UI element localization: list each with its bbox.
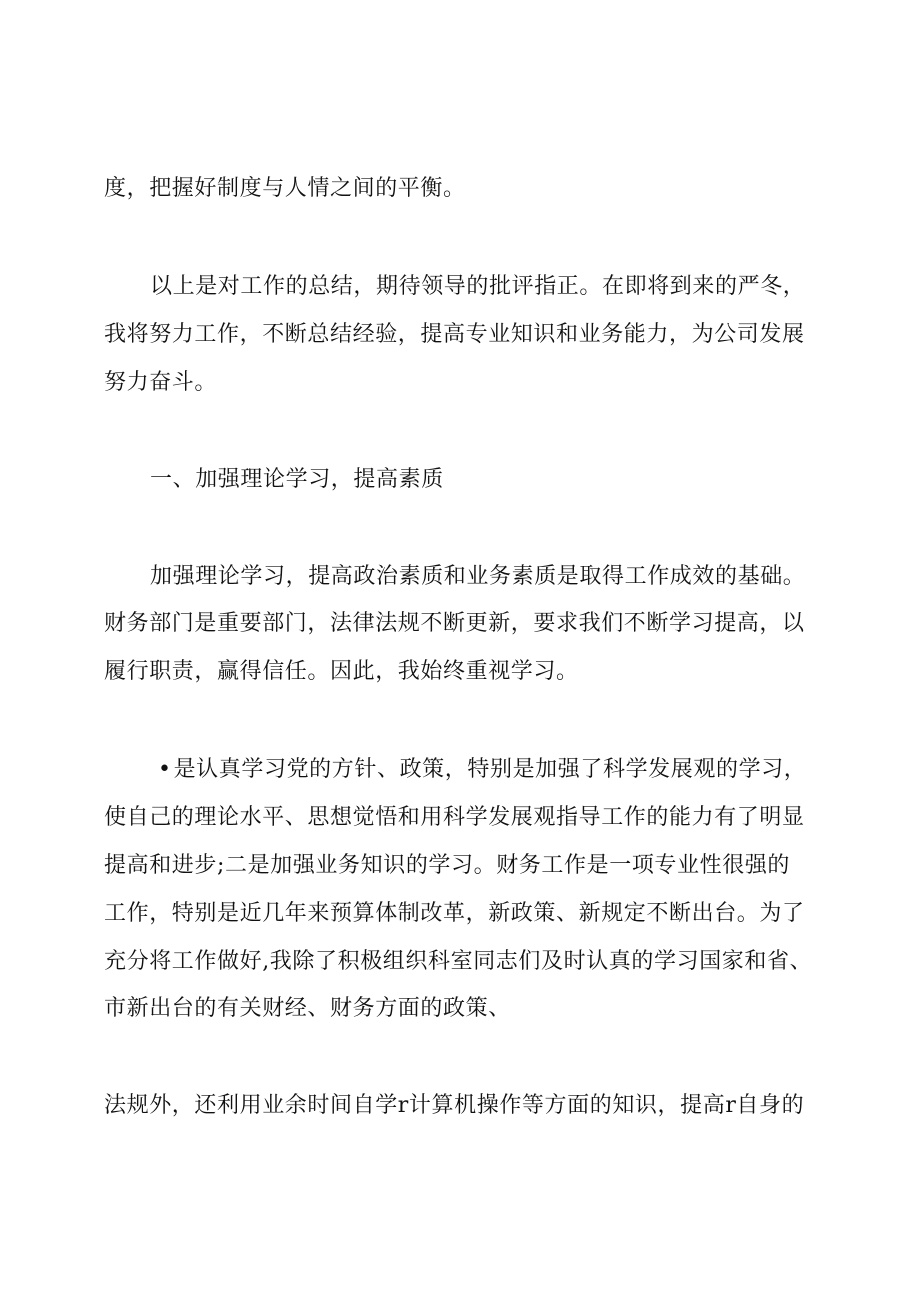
paragraph-bullet-line-2: 使自己的理论水平、思想觉悟和用科学发展观指导工作的能力有了明显 bbox=[104, 805, 805, 830]
section-heading: 一、加强理论学习，提高素质 bbox=[150, 467, 444, 492]
paragraph-summary-line-2: 我将努力工作，不断总结经验，提高专业知识和业务能力，为公司发展 bbox=[104, 322, 805, 347]
paragraph-theory-line-2: 财务部门是重要部门，法律法规不断更新，要求我们不断学习提高，以 bbox=[104, 611, 805, 636]
paragraph-theory-line-1: 加强理论学习，提高政治素质和业务素质是取得工作成效的基础。 bbox=[150, 564, 806, 589]
paragraph-bullet-line-4: 工作，特别是近几年来预算体制改革，新政策、新规定不断出台。为了 bbox=[104, 901, 805, 926]
paragraph-summary-line-1: 以上是对工作的总结，期待领导的批评指正。在即将到来的严冬， bbox=[150, 274, 806, 299]
paragraph-bullet-text-1: 是认真学习党的方针、政策，特别是加强了科学发展观的学习， bbox=[173, 757, 807, 782]
bullet-icon: • bbox=[158, 757, 172, 782]
paragraph-bullet-line-5: 充分将工作做好,我除了积极组织科室同志们及时认真的学习国家和省、 bbox=[104, 949, 813, 974]
paragraph-summary-line-3: 努力奋斗。 bbox=[104, 370, 218, 395]
paragraph-bullet-line-1 bbox=[158, 755, 806, 785]
paragraph-final-line-1: 法规外，还利用业余时间自学r计算机操作等方面的知识，提高r自身的 bbox=[104, 1093, 805, 1118]
paragraph-theory-line-3: 履行职责，赢得信任。因此，我始终重视学习。 bbox=[104, 659, 579, 684]
paragraph-bullet-line-3: 提高和进步;二是加强业务知识的学习。财务工作是一项专业性很强的 bbox=[104, 853, 791, 878]
paragraph-continuation-line-1: 度，把握好制度与人情之间的平衡。 bbox=[104, 176, 466, 201]
paragraph-bullet-line-6: 市新出台的有关财经、财务方面的政策、 bbox=[104, 996, 511, 1021]
